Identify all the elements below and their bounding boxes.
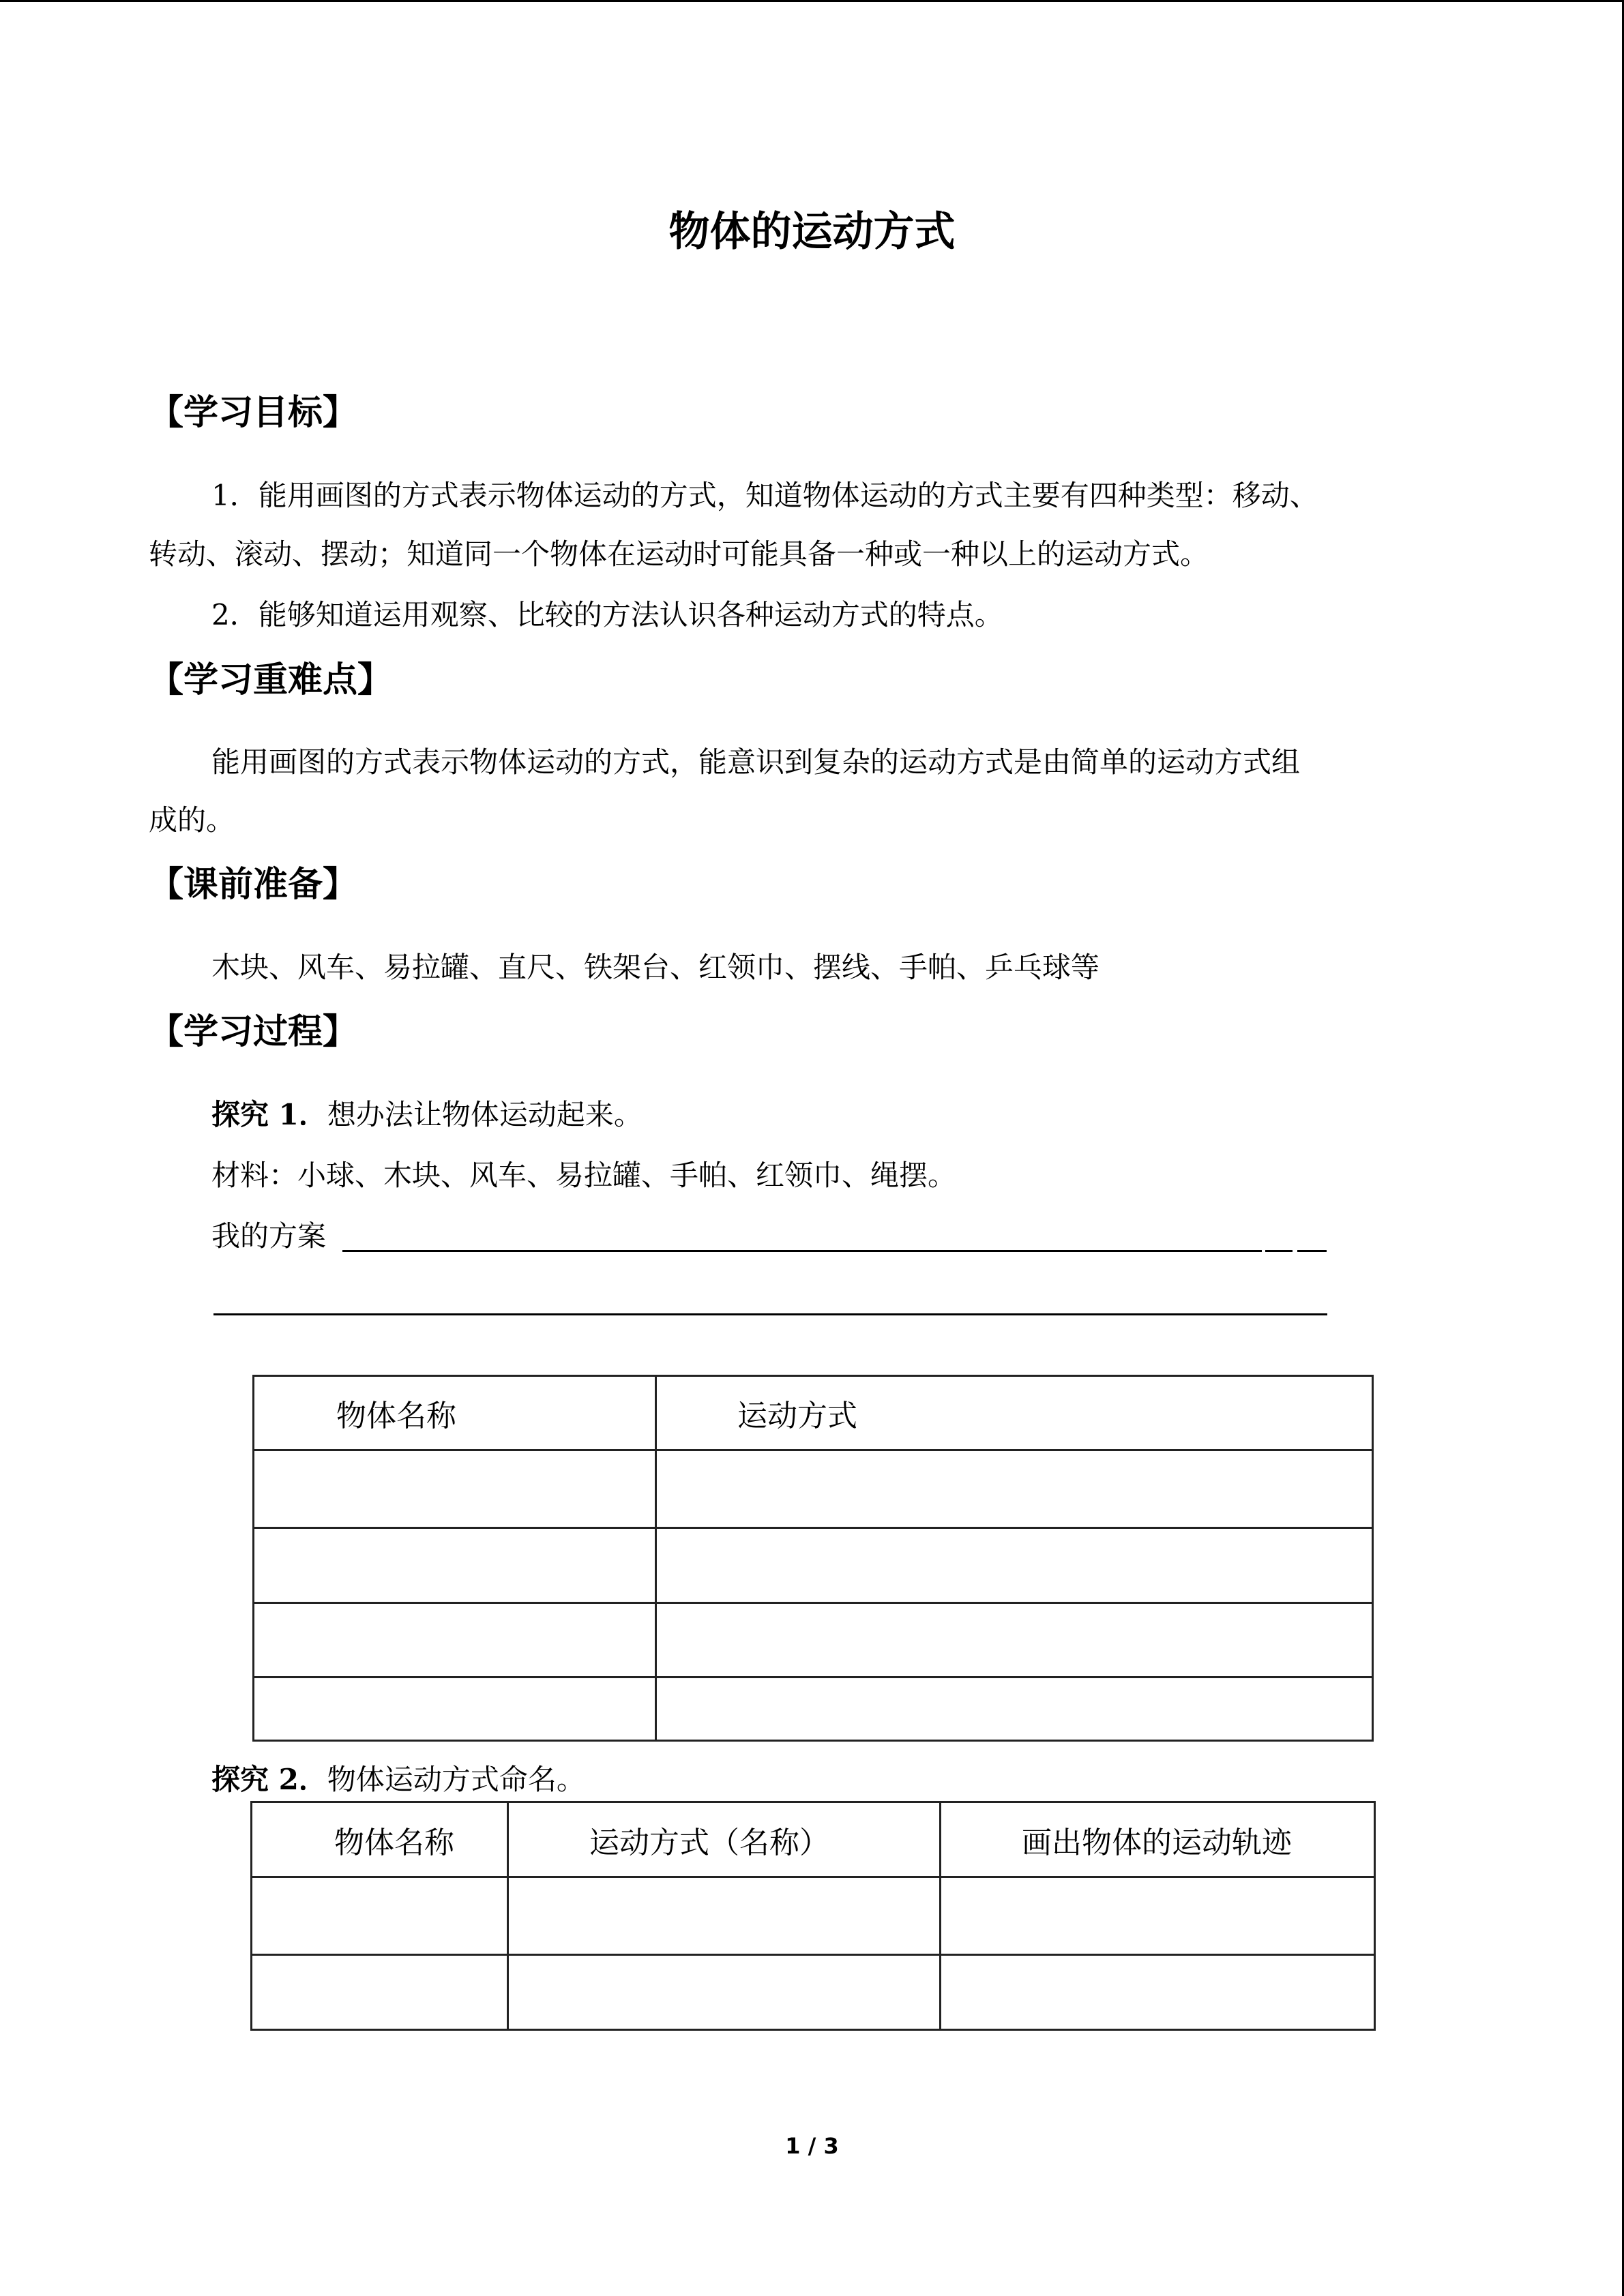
table-1-header-cell: 运动方式 [656,1376,1373,1450]
table-cell[interactable] [656,1678,1373,1741]
plan-label: 我的方案 [211,1219,327,1253]
table-2-header-cell: 画出物体的运动轨迹 [941,1802,1375,1877]
table-cell[interactable] [941,1955,1375,2030]
table-2-header-cell: 物体名称 [252,1802,508,1877]
objective-line-2: 转动、滚动、摆动；知道同一个物体在运动时可能具备一种或一种以上的运动方式。 [149,537,1209,571]
plan-answer-line-1b [1265,1250,1293,1252]
table-1 [252,1375,1374,1742]
table-row [254,1678,1373,1741]
table-cell[interactable] [254,1528,656,1603]
table-cell[interactable] [252,1955,508,2030]
page-title: 物体的运动方式 [668,208,956,256]
plan-answer-line-2 [213,1313,1327,1315]
table-row [254,1603,1373,1678]
table-cell[interactable] [656,1450,1373,1528]
inquiry-1-label: 探究 1． [211,1098,327,1131]
table-1-header-row [254,1376,1373,1450]
preparation-materials: 木块、风车、易拉罐、直尺、铁架台、红领巾、摆线、手帕、乒乓球等 [211,951,1100,984]
table-cell[interactable] [508,1877,941,1955]
table-row [254,1450,1373,1528]
heading-objectives: 【学习目标】 [149,393,358,433]
plan-answer-line-1c [1297,1250,1327,1252]
inquiry-1-materials: 材料：小球、木块、风车、易拉罐、手帕、红领巾、绳摆。 [211,1159,957,1192]
page-number: 1 / 3 [785,2133,839,2159]
table-cell[interactable] [941,1877,1375,1955]
table-cell[interactable] [252,1877,508,1955]
objective-line-1: 1．能用画图的方式表示物体运动的方式，知道物体运动的方式主要有四种类型：移动、 [211,479,1318,512]
table-cell[interactable] [254,1603,656,1678]
table-row [252,1877,1375,1955]
plan-answer-line-1 [342,1250,1262,1252]
inquiry-1-line [211,1094,643,1135]
heading-process: 【学习过程】 [149,1012,358,1052]
key-points-line-2: 成的。 [149,803,235,837]
objective-line-3: 2．能够知道运用观察、比较的方法认识各种运动方式的特点。 [211,598,1003,631]
heading-preparation: 【课前准备】 [149,865,358,905]
heading-key-points: 【学习重难点】 [149,660,393,700]
table-cell[interactable] [254,1678,656,1741]
table-row [254,1528,1373,1603]
table-cell[interactable] [254,1450,656,1528]
table-cell[interactable] [656,1603,1373,1678]
inquiry-1-text: 想办法让物体运动起来。 [327,1098,643,1131]
table-2 [250,1801,1376,2031]
table-cell[interactable] [656,1528,1373,1603]
key-points-line-1: 能用画图的方式表示物体运动的方式，能意识到复杂的运动方式是由简单的运动方式组 [211,745,1301,779]
inquiry-2-line [211,1759,585,1800]
table-cell[interactable] [508,1955,941,2030]
table-1-header-cell: 物体名称 [254,1376,656,1450]
inquiry-2-label: 探究 2． [211,1763,327,1796]
inquiry-2-text: 物体运动方式命名。 [327,1763,585,1796]
table-2-header-cell: 运动方式（名称） [508,1802,941,1877]
table-row [252,1955,1375,2030]
table-2-header-row [252,1802,1375,1877]
